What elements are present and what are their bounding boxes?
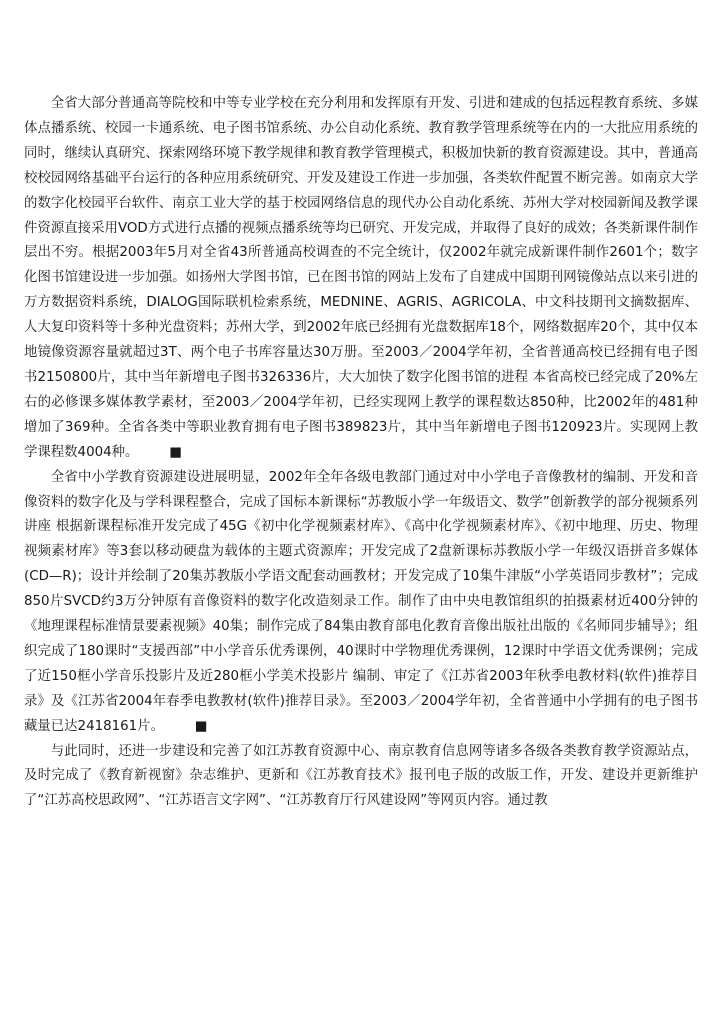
paragraph-text: 全省大部分普通高等院校和中等专业学校在充分利用和发挥原有开发、引进和建成的包括远程教育系统、多媒体点播系统、校园一卡通系统、电子图书馆系统、办公自动化系统、教育教学管理系统等在内的一大批应用系统的同时，继续认真研究、探索网络环境下教学规律和教育教学管理模式，积极加快新的教育资源建设。其中，普通高校校园网络基础平台运行的各种应用系统研究、开发及建设工作进一步加强，各类软件配置不断完善。如南京大学的数字化校园平台软件、南京工业大学的基于校园网络信息的现代办公自动化系统、苏州大学对校园新闻及教学课件资源直接采用VOD方式进行点播的视频点播系统等均已研究、开发完成，并取得了良好的成效；各类新课件制作层出不穷。根据2003年5月对全省43所普通高校调查的不完全统计，仅2002年就完成新课件制作2601个；数字化图书馆建设进一步加强。如扬州大学图书馆，已在图书馆的网站上发布了自建成中国期刊网镜像站点以来引进的万方数据资料系统，DIALOG国际联机检索系统，MEDNINE、AGRIS、AGRICOLA、中文科技期刊文摘数据库、人大复印资料等十多种光盘资料；苏州大学，到2002年底已经拥有光盘数据库18个，网络数据库20个，其中仅本地镜像资源容量就超过3T、两个电子书库容量达30万册。至2003／2004学年初，全省普通高校已经拥有电子图书2150800片，其中当年新增电子图书326336片，大大加快了数字化图书馆的进程 本省高校已经完成了20%左右的必修课多媒体教学素材，至2003／2004学年初，已经实现网上教学的课程数达850种，比2002年的481种增加了369种。全省各类中等职业教育拥有电子图书389823片，其中当年新增电子图书120923片。实现网上教学课程数4004种。: [24, 96, 698, 460]
paragraph-text: 全省中小学教育资源建设进展明显，2002年全年各级电教部门通过对中小学电子音像教材的编制、开发和音像资料的数字化及与学科课程整合，完成了国标本新课标“苏教版小学一年级语文、数学”创新教学的部分视频系列讲座 根据新课程标准开发完成了45G《初中化学视频素材库》、《高中化学视频素材库》、《初中地理、历史、物理视频素材库》等3套以移动硬盘为载体的主题式资源库；开发完成了2盘新课标苏教版小学一年级汉语拼音多媒体(CD—R)；设计并绘制了20集苏教版小学语文配套动画教材；开发完成了10集牛津版“小学英语同步教材”；完成850片SVCD约3万分钟原有音像资料的数字化改造刻录工作。制作了由中央电教馆组织的拍摄素材近400分钟的《地理课程标准情景要素视频》40集；制作完成了84集由教育部电化教育音像出版社出版的《名师同步辅导》；组织完成了180课时“支援西部”中小学音乐优秀课例，40课时中学物理优秀课例，12课时中学语文优秀课例；完成了近150框小学音乐投影片及近280框小学美术投影片 编制、审定了《江苏省2003年秋季电教材料(软件)推荐目录》及《江苏省2004年春季电教教材(软件)推荐目录》。至2003／2004学年初，全省普通中小学拥有的电子图书藏量已达2418161片。: [24, 469, 698, 734]
paragraph-primary-secondary-education: [24, 466, 698, 740]
paragraph-higher-education: [24, 92, 698, 466]
end-mark-icon: ■: [194, 718, 208, 734]
end-mark-icon: ■: [169, 444, 182, 460]
paragraph-resource-sites: [24, 740, 698, 815]
document-body: [24, 92, 698, 814]
paragraph-text: 与此同时，还进一步建设和完善了如江苏教育资源中心、南京教育信息网等诸多各级各类教育教学资源站点，及时完成了《教育新视窗》杂志维护、更新和《江苏教育技术》报刊电子版的改版工作，开发、建设并更新维护了“江苏高校思政网”、“江苏语言文字网”、“江苏教育厅行风建设网”等网页内容。通过教: [24, 743, 698, 809]
